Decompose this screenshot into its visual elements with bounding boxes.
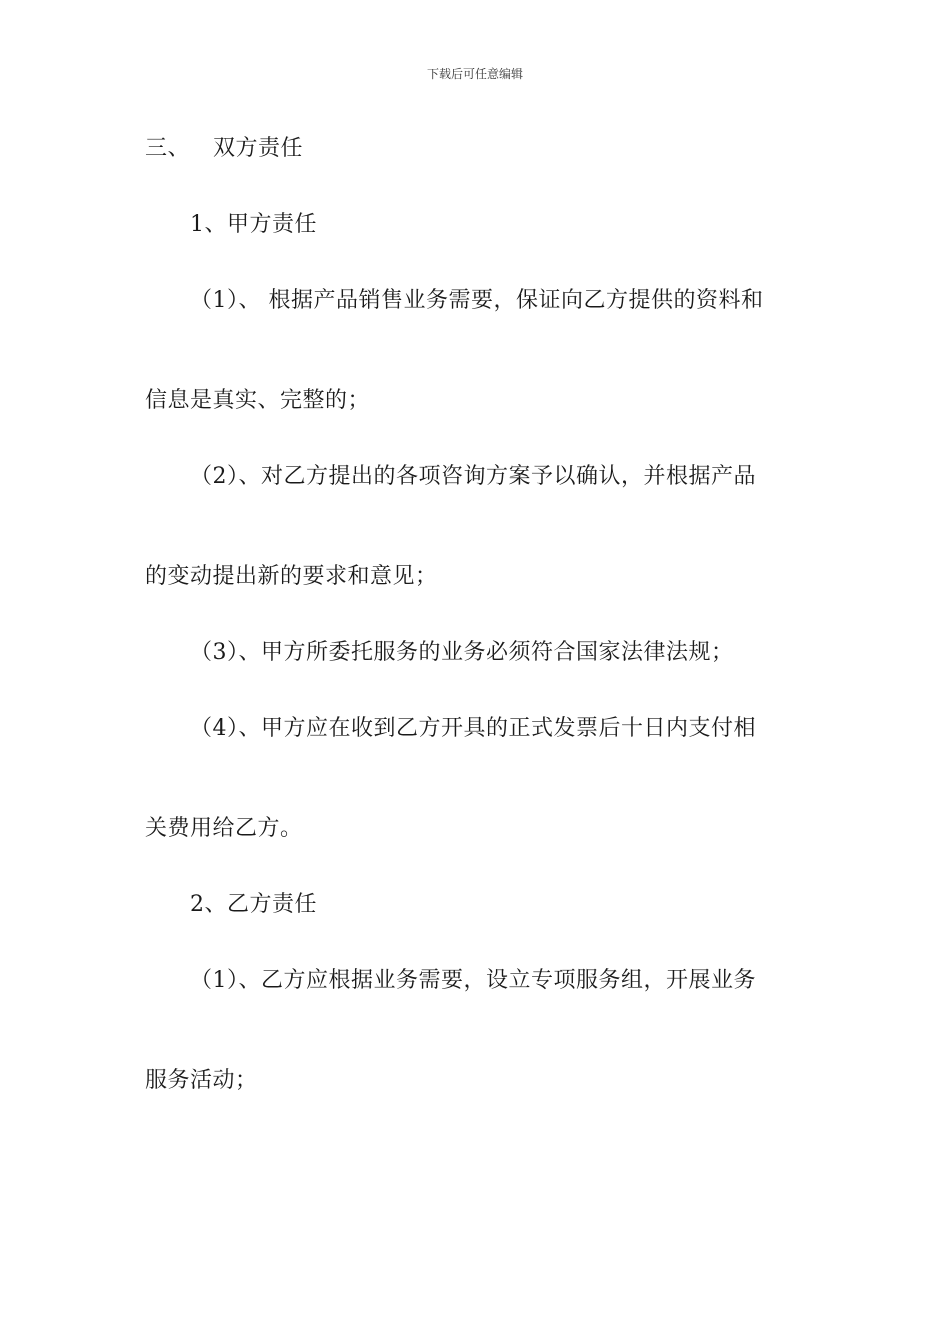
subsection-heading-party-b: 2、乙方责任 <box>190 892 317 917</box>
header-note: 下载后可任意编辑 <box>426 67 523 81</box>
section-title: 双方责任 <box>213 136 304 161</box>
paragraph-line: （3）、甲方所委托服务的业务必须符合国家法律法规； <box>190 640 734 665</box>
paragraph-line: （2）、对乙方提出的各项咨询方案予以确认，并根据产品 <box>190 464 756 489</box>
paragraph-line: （1）、乙方应根据业务需要，设立专项服务组，开展业务 <box>190 968 756 993</box>
paragraph-line: 关费用给乙方。 <box>145 816 303 841</box>
paragraph-line: （1）、 根据产品销售业务需要，保证向乙方提供的资料和 <box>190 288 764 313</box>
paragraph-line: 信息是真实、完整的； <box>145 388 371 413</box>
section-number: 三、 <box>145 136 191 161</box>
subsection-heading-party-a: 1、甲方责任 <box>190 212 317 237</box>
paragraph-line: 的变动提出新的要求和意见； <box>145 564 438 589</box>
section-heading <box>145 134 303 164</box>
paragraph-line: 服务活动； <box>145 1068 258 1093</box>
paragraph-line: （4）、甲方应在收到乙方开具的正式发票后十日内支付相 <box>190 716 756 741</box>
